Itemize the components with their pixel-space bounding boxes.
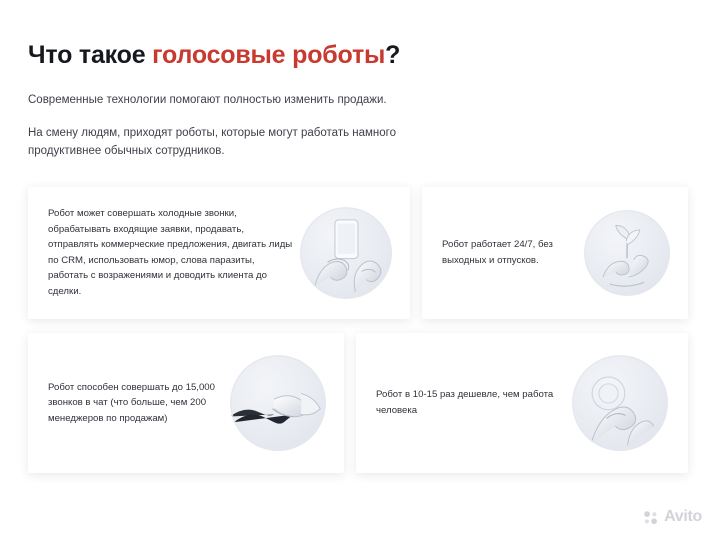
avito-watermark-label: Avito [664,508,702,525]
card-media [230,355,344,451]
card-text: Робот может совершать холодные звонки, обрабатывать входящие заявки, продавать, отправлять коммерческие предложения, двигать лиды по CRM, использовать юмор, слова паразиты, работать с возражениями и доводить клиента до сделки. [48,208,293,297]
card-cost[interactable] [356,333,688,473]
robot-hand-touch-icon [572,355,668,451]
page-title-part2: ? [385,41,401,69]
card-text: Робот работает 24/7, без выходных и отпусков. [442,239,553,266]
robot-hand-plant-icon [584,210,670,296]
card-media [300,207,410,299]
robot-human-handshake-icon [230,355,326,451]
card-call-volume[interactable] [28,333,344,473]
card-text: Робот в 10-15 раз дешевле, чем работа человека [376,389,554,416]
card-media [584,210,688,296]
avito-watermark [642,508,702,526]
page-title-part1: Что такое [28,41,153,69]
subtitle-line-2: На смену людям, приходят роботы, которые могут работать намного продуктивнее обычных сотрудников. [28,127,397,158]
card-cold-calls[interactable] [28,187,410,319]
robot-hand-phone-icon [300,207,392,299]
cards-row-bottom [28,333,692,473]
page-title-accent: голосовые роботы [152,41,386,69]
page-title [28,40,692,70]
subtitle-line-1: Современные технологии помогают полностью изменить продажи. [28,94,387,106]
card-text: Робот способен совершать до 15,000 звонков в чат (что больше, чем 200 менеджеров по продажам) [48,381,215,424]
cards-grid [28,187,692,473]
avito-logo-icon [642,509,659,526]
cards-row-top [28,187,692,319]
card-24-7[interactable] [422,187,688,319]
card-media [572,355,686,451]
